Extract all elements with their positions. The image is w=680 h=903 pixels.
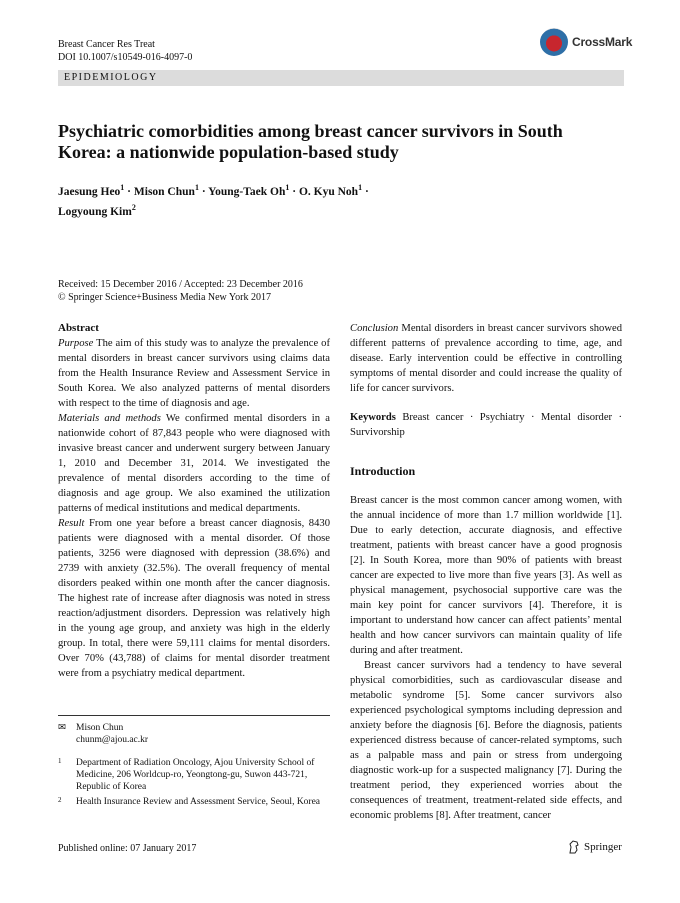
paper-title: Psychiatric comorbidities among breast cancer survivors in South Korea: a nationwide population-based study [58, 121, 563, 162]
springer-horse-icon [568, 840, 580, 854]
author-list: Jaesung Heo$^1$ · Mison Chun$^1$ · Young-Taek $Oh^1 \cdot O$. Kyu Noh$^1$ · Logyoung Kim$^2$ [58, 183, 369, 218]
received-accepted: Received: 15 December 2016 / Accepted: 23 December 2016 [58, 279, 303, 290]
crossmark-label: CrossMark [572, 35, 633, 49]
contact-email[interactable]: chunm@ajou.ac.kr [76, 735, 149, 745]
abstract-heading: Abstract [58, 322, 99, 334]
affiliation-2: 2 Health Insurance Review and Assessment Service, Seoul, Korea [58, 796, 321, 807]
author: Logyoung Kim$^2$ [58, 202, 136, 218]
author: Mison Chun$^1$ [133, 183, 199, 198]
keywords: Keywords Breast cancer · Psychiatry · Mental disorder · Survivorship [350, 412, 622, 438]
intro-paragraph: Breast cancer is the most common cancer among women, with the annual incidence of more than 1.7 million worldwide [1]. Due to early detection, accurate diagnosis, and effective treatment, patients with breast cancer have a good prognosis [2]. In South Korea, more than 90% of patients with breast cancer are expected to live more than five years [3]. As well as physical management, psychosocial supportive care was the main key point for cancer survivors [4]. Therefore, it is important to understand how cancer can affect patients’ mental health and how cancer survivors can maintain quality of life during and after treatment. [350, 495, 622, 656]
crossmark-badge[interactable] [540, 28, 632, 56]
published-date: Published online: 07 January 2017 [58, 843, 197, 854]
envelope-icon: ✉ [58, 723, 66, 733]
abstract-conclusion: Conclusion Mental disorders in breast cancer survivors showed different patterns of prevalence according to time, age, and disease. Early intervention could be effective in controlling symptoms of mental disorder and could increase the quality of life for cancer survivors. [350, 323, 622, 394]
right-column [350, 321, 622, 823]
footnote-divider [58, 715, 330, 716]
affiliation-1: 1 Department of Radiation Oncology, Ajou University School of Medicine, 206 Worldcup-ro, Yeongtong-gu, Suwon 443-721, Republic of Korea [58, 757, 315, 792]
journal-header [58, 38, 192, 64]
copyright: © Springer Science+Business Media New York 2017 [58, 292, 271, 303]
author: O. Kyu Noh$^1$ [298, 183, 363, 198]
abstract-purpose: Purpose The aim of this study was to analyze the prevalence of mental disorders in breast cancer survivors using claims data from the Health Insurance Review and Assessment Service in South Korea. We also analyzed patterns of mental disorders with respect to the time of diagnosis and age. [58, 338, 330, 409]
intro-paragraph: Breast cancer survivors had a tendency to have several physical comorbidities, such as cardiovascular disease and metabolic syndrome [5]. Some cancer survivors also experienced psychological symptoms including depression and anxiety before the diagnosis [6]. Before the diagnosis, patients experienced distress because of cancer-related symptoms, such as a palpable mass and pain or stress from undergoing diagnostic work-up for a suspected malignancy [7]. During the treatment period, they experienced worries about the consequences of treatment, treatment-related side effects, and economic problems [8]. After treatment, cancer [350, 660, 622, 821]
abstract-column [58, 321, 330, 681]
journal-name: Breast Cancer Res Treat [58, 39, 155, 50]
author: Young-Taek Oh$^1$ [208, 183, 290, 198]
abstract-methods: Materials and methods We confirmed mental disorders in a nationwide cohort of 87,843 people who were diagnosed with invasive breast cancer and underwent surgery between January 1, 2010 and December 31, 2014. We investigated the prevalence of mental disorders according to the time of diagnosis and age group. We also examined the utilization patterns of medical institutions and medical departments. [58, 413, 330, 514]
publisher-name: Springer [584, 841, 622, 853]
introduction-heading: Introduction [350, 464, 416, 478]
abstract-result: Result From one year before a breast cancer diagnosis, 8430 patients were diagnosed with a mental disorder. Of those patients, 3256 were diagnosed with depression (38.6%) and 2739 with anxiety (32.5%). The overall frequency of mental disorders peaked within one month after the cancer diagnosis. The highest rate of increase after diagnosis was noted in stress reaction/adjustment disorders. Depression was relatively high in the young age group, and anxiety was high in the elderly group. In total, there were 59,111 claims for mental disorders. Over 70% (43,788) of claims for mental disorder treatment were from a psychiatry medical department. [58, 518, 330, 679]
crossmark-icon [540, 28, 568, 56]
section-label: EPIDEMIOLOGY [58, 70, 624, 86]
doi[interactable]: DOI 10.1007/s10549-016-4097-0 [58, 52, 193, 63]
publisher-logo [568, 840, 622, 854]
contact-name: Mison Chun [76, 723, 124, 733]
dates-block [58, 278, 303, 304]
author: Jaesung Heo$^1$ [58, 183, 125, 198]
corresponding-author [58, 722, 330, 746]
